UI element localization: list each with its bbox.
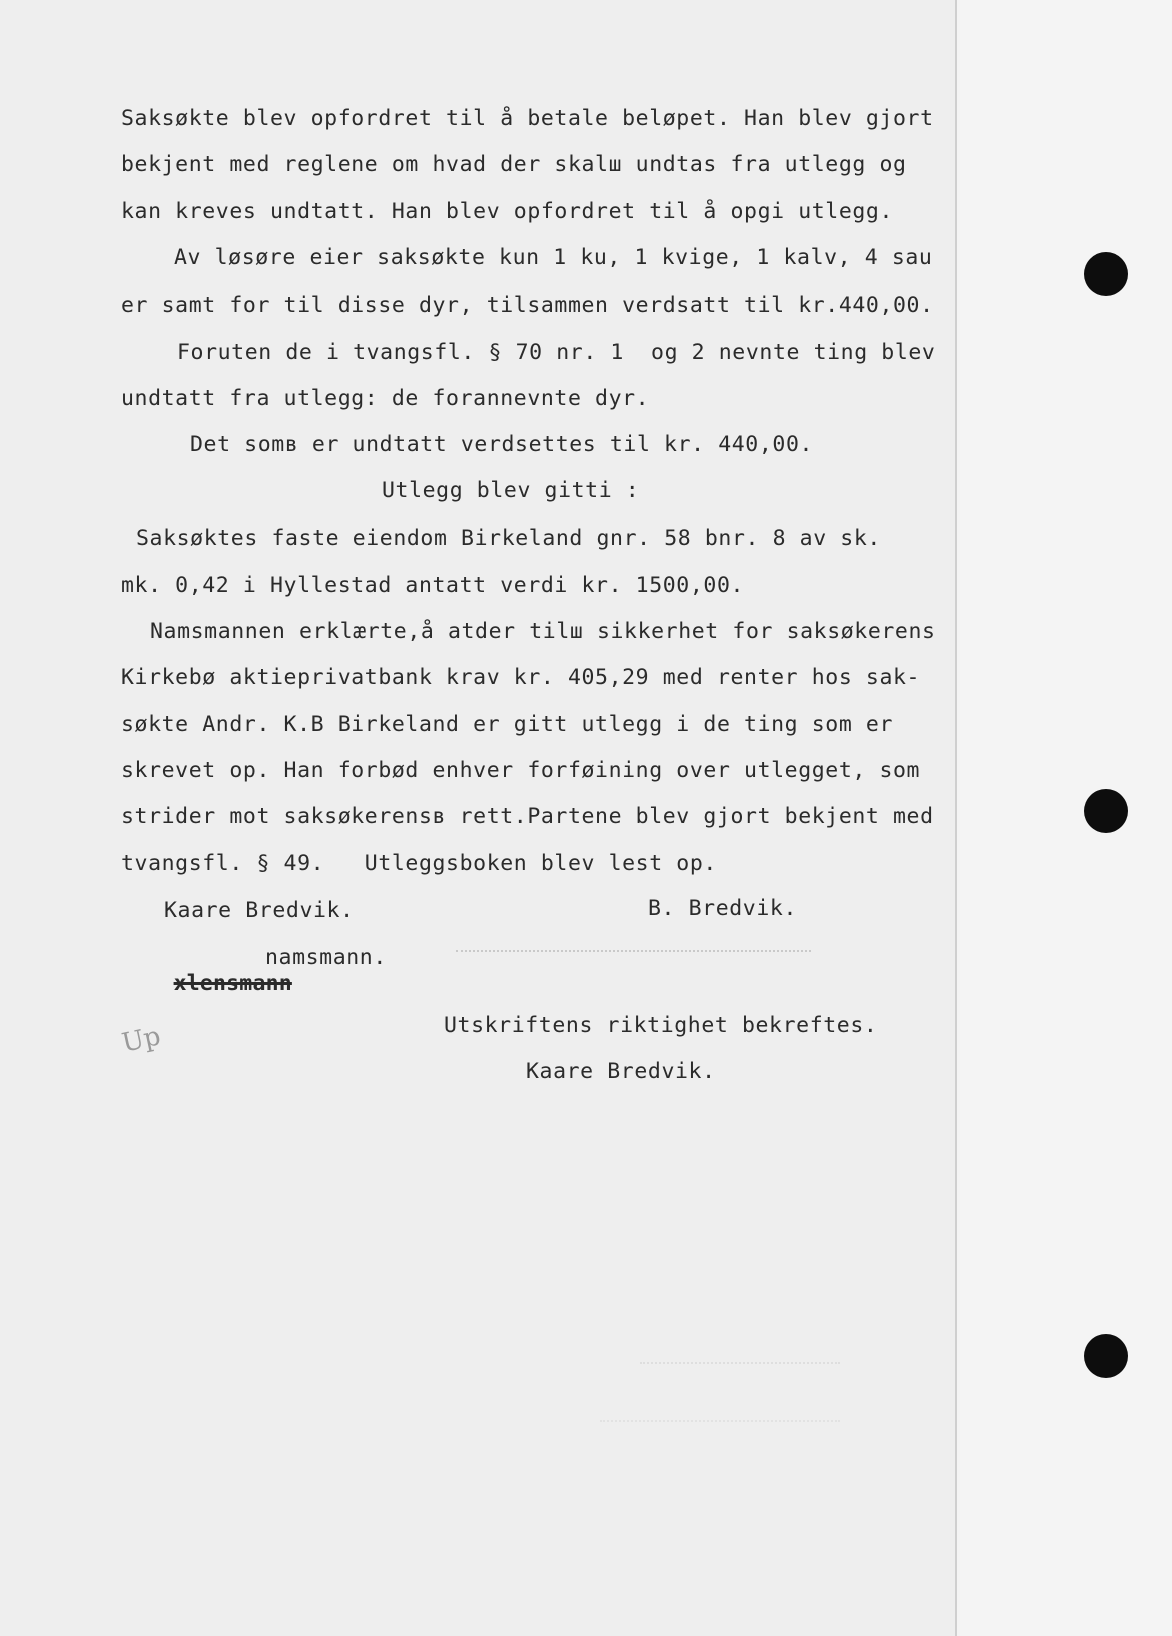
text-line: undtatt fra utlegg: de forannevnte dyr. (121, 386, 650, 411)
certification-name: Kaare Bredvik. (526, 1059, 716, 1084)
punch-hole (1084, 789, 1128, 833)
margin-rule (955, 0, 957, 1636)
faint-rule (600, 1420, 840, 1422)
text-line: Kirkebø aktieprivatbank krav kr. 405,29 med renter hos sak- (121, 665, 921, 690)
section-heading: Utlegg blev gitti : (382, 478, 640, 503)
text-line: skrevet op. Han forbød enhver forføining over utlegget, som (121, 758, 921, 783)
certification-text: Utskriftens riktighet bekreftes. (444, 1013, 878, 1038)
text-line: Namsmannen erklærte,å atder tilш sikkerhet for saksøkerens (150, 619, 936, 644)
punch-hole (1084, 1334, 1128, 1378)
text-line: søkte Andr. K.В Birkeland er gitt utlegg i de ting som er (121, 712, 894, 737)
text-line: kan kreves undtatt. Han blev opfordret til å opgi utlegg. (121, 199, 894, 224)
signature-line (456, 950, 811, 952)
faint-rule (640, 1362, 840, 1364)
signature-left-title: namsmann. (265, 945, 387, 970)
text-line: Foruten de i tvangsfl. § 70 nr. 1 og 2 nevnte ting blev (177, 340, 936, 365)
text-line: bekjent med reglene om hvad der skalш undtas fra utlegg og (121, 152, 907, 177)
text-line: Det somв er undtatt verdsettes til kr. 440,00. (190, 432, 814, 457)
text-line: Saksøkte blev opfordret til å betale beløpet. Han blev gjort (121, 106, 934, 131)
text-line: tvangsfl. § 49. Utleggsboken blev lest op. (121, 851, 717, 876)
struck-title-text: xlensmann (173, 971, 292, 996)
handwritten-mark: Up (119, 1021, 164, 1059)
text-line: er samt for til disse dyr, tilsammen verdsatt til kr.440,00. (121, 293, 934, 318)
text-line: strider mot saksøkerensв rett.Partene blev gjort bekjent med (121, 804, 934, 829)
text-line: Saksøktes faste eiendom Birkeland gnr. 58 bnr. 8 av sk. (136, 526, 881, 551)
signature-left-name: Kaare Bredvik. (164, 898, 354, 923)
text-line: mk. 0,42 i Hyllestad antatt verdi kr. 1500,00. (121, 573, 745, 598)
page-margin (957, 0, 1172, 1636)
text-line: Av løsøre eier saksøkte kun 1 ku, 1 kvige, 1 kalv, 4 sau (174, 245, 933, 270)
signature-right-name: B. Bredvik. (648, 896, 797, 921)
punch-hole (1084, 252, 1128, 296)
